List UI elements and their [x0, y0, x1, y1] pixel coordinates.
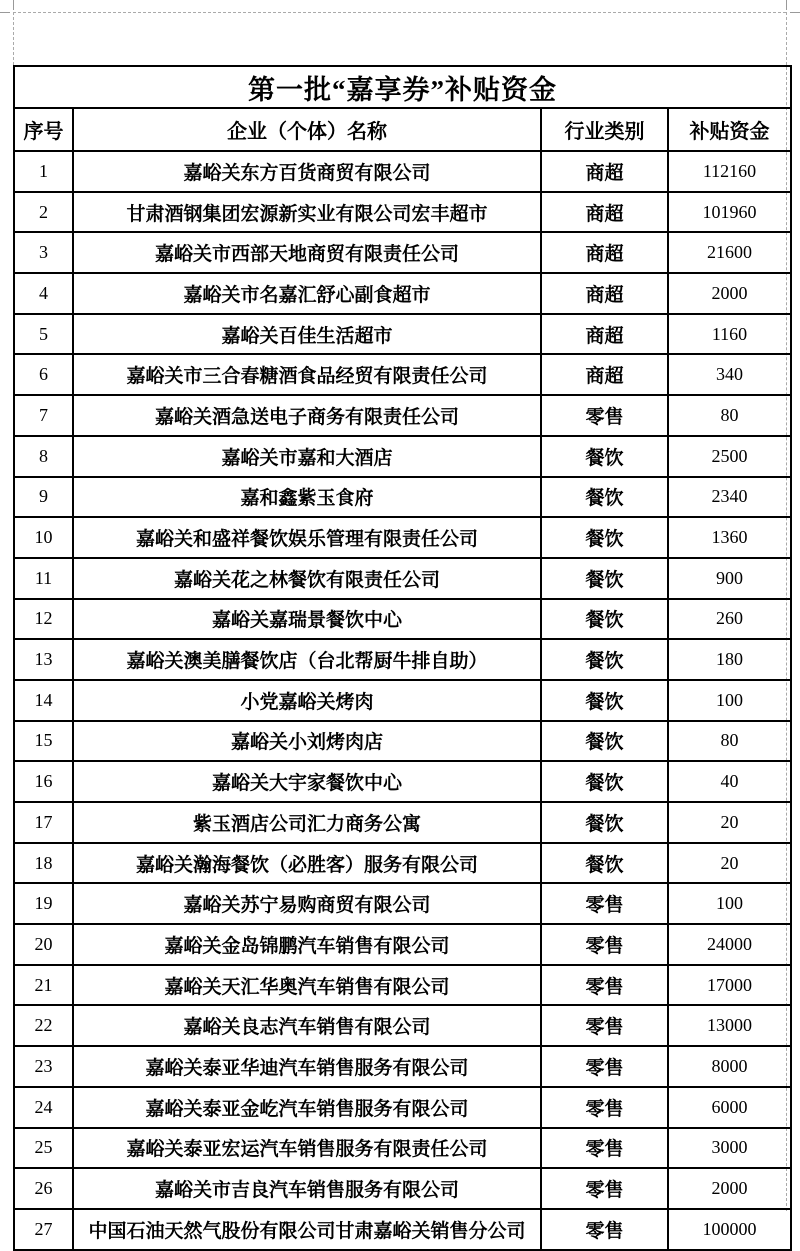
table-row — [14, 761, 791, 802]
margin-corner-mark — [0, 12, 10, 13]
row-number-cell: 12 — [14, 599, 73, 640]
row-number-cell: 15 — [14, 721, 73, 762]
row-number-cell: 24 — [14, 1087, 73, 1128]
category-cell: 餐饮 — [541, 680, 668, 721]
amount-cell: 100 — [668, 883, 791, 924]
row-number-cell: 14 — [14, 680, 73, 721]
company-name-cell: 嘉峪关东方百货商贸有限公司 — [73, 151, 541, 192]
table-row — [14, 802, 791, 843]
row-number-cell: 27 — [14, 1209, 73, 1250]
amount-cell: 2000 — [668, 1168, 791, 1209]
company-name-cell: 嘉峪关市吉良汽车销售服务有限公司 — [73, 1168, 541, 1209]
company-name-cell: 嘉峪关和盛祥餐饮娱乐管理有限责任公司 — [73, 517, 541, 558]
company-name-cell: 嘉峪关酒急送电子商务有限责任公司 — [73, 395, 541, 436]
row-number-cell: 19 — [14, 883, 73, 924]
amount-cell: 20 — [668, 843, 791, 884]
row-number-cell: 5 — [14, 314, 73, 355]
company-name-cell: 嘉峪关市嘉和大酒店 — [73, 436, 541, 477]
amount-cell: 80 — [668, 721, 791, 762]
margin-guide-top — [13, 12, 786, 13]
amount-cell: 13000 — [668, 1005, 791, 1046]
amount-cell: 2000 — [668, 273, 791, 314]
table-row — [14, 477, 791, 518]
table-row — [14, 883, 791, 924]
table-row — [14, 965, 791, 1006]
row-number-cell: 20 — [14, 924, 73, 965]
table-header-row — [14, 108, 791, 151]
row-number-cell: 11 — [14, 558, 73, 599]
category-cell: 零售 — [541, 395, 668, 436]
row-number-cell: 4 — [14, 273, 73, 314]
company-name-cell: 嘉峪关小刘烤肉店 — [73, 721, 541, 762]
table-row — [14, 680, 791, 721]
category-cell: 餐饮 — [541, 436, 668, 477]
table-title-row — [14, 66, 791, 108]
row-number-cell: 16 — [14, 761, 73, 802]
category-cell: 零售 — [541, 924, 668, 965]
amount-cell: 21600 — [668, 232, 791, 273]
company-name-cell: 嘉峪关澳美膳餐饮店（台北帮厨牛排自助） — [73, 639, 541, 680]
margin-corner-mark — [790, 12, 800, 13]
category-cell: 零售 — [541, 1005, 668, 1046]
amount-cell: 2340 — [668, 477, 791, 518]
category-cell: 商超 — [541, 273, 668, 314]
category-cell: 商超 — [541, 151, 668, 192]
row-number-cell: 18 — [14, 843, 73, 884]
category-cell: 零售 — [541, 1168, 668, 1209]
margin-corner-mark — [13, 0, 14, 10]
subsidy-table — [13, 65, 792, 1251]
amount-cell: 6000 — [668, 1087, 791, 1128]
amount-cell: 100 — [668, 680, 791, 721]
category-cell: 零售 — [541, 1128, 668, 1169]
row-number-cell: 25 — [14, 1128, 73, 1169]
row-number-cell: 6 — [14, 354, 73, 395]
row-number-cell: 9 — [14, 477, 73, 518]
amount-cell: 1360 — [668, 517, 791, 558]
table-row — [14, 436, 791, 477]
row-number-cell: 17 — [14, 802, 73, 843]
table-row — [14, 395, 791, 436]
category-cell: 餐饮 — [541, 517, 668, 558]
table-row — [14, 1005, 791, 1046]
amount-cell: 24000 — [668, 924, 791, 965]
category-cell: 商超 — [541, 314, 668, 355]
table-row — [14, 192, 791, 233]
table-row — [14, 924, 791, 965]
company-name-cell: 嘉峪关良志汽车销售有限公司 — [73, 1005, 541, 1046]
amount-cell: 1160 — [668, 314, 791, 355]
amount-cell: 80 — [668, 395, 791, 436]
company-name-cell: 嘉峪关市名嘉汇舒心副食超市 — [73, 273, 541, 314]
column-header-amount: 补贴资金 — [668, 108, 791, 151]
table-row — [14, 1128, 791, 1169]
row-number-cell: 2 — [14, 192, 73, 233]
table-row — [14, 232, 791, 273]
company-name-cell: 甘肃酒钢集团宏源新实业有限公司宏丰超市 — [73, 192, 541, 233]
row-number-cell: 26 — [14, 1168, 73, 1209]
row-number-cell: 1 — [14, 151, 73, 192]
company-name-cell: 嘉峪关泰亚宏运汽车销售服务有限责任公司 — [73, 1128, 541, 1169]
row-number-cell: 8 — [14, 436, 73, 477]
company-name-cell: 嘉峪关嘉瑞景餐饮中心 — [73, 599, 541, 640]
table-row — [14, 599, 791, 640]
margin-corner-mark — [786, 0, 787, 10]
row-number-cell: 10 — [14, 517, 73, 558]
category-cell: 餐饮 — [541, 761, 668, 802]
row-number-cell: 23 — [14, 1046, 73, 1087]
table-row — [14, 273, 791, 314]
category-cell: 零售 — [541, 1209, 668, 1250]
category-cell: 餐饮 — [541, 477, 668, 518]
amount-cell: 900 — [668, 558, 791, 599]
category-cell: 餐饮 — [541, 843, 668, 884]
row-number-cell: 3 — [14, 232, 73, 273]
category-cell: 商超 — [541, 192, 668, 233]
amount-cell: 3000 — [668, 1128, 791, 1169]
table-row — [14, 1046, 791, 1087]
amount-cell: 17000 — [668, 965, 791, 1006]
category-cell: 餐饮 — [541, 802, 668, 843]
amount-cell: 260 — [668, 599, 791, 640]
table-row — [14, 517, 791, 558]
company-name-cell: 嘉峪关天汇华奥汽车销售有限公司 — [73, 965, 541, 1006]
category-cell: 商超 — [541, 354, 668, 395]
category-cell: 零售 — [541, 1046, 668, 1087]
company-name-cell: 嘉和鑫紫玉食府 — [73, 477, 541, 518]
amount-cell: 112160 — [668, 151, 791, 192]
table-title: 第一批“嘉享券”补贴资金 — [14, 66, 791, 108]
row-number-cell: 22 — [14, 1005, 73, 1046]
company-name-cell: 嘉峪关瀚海餐饮（必胜客）服务有限公司 — [73, 843, 541, 884]
category-cell: 餐饮 — [541, 639, 668, 680]
row-number-cell: 7 — [14, 395, 73, 436]
row-number-cell: 21 — [14, 965, 73, 1006]
category-cell: 零售 — [541, 965, 668, 1006]
amount-cell: 8000 — [668, 1046, 791, 1087]
category-cell: 零售 — [541, 883, 668, 924]
amount-cell: 40 — [668, 761, 791, 802]
row-number-cell: 13 — [14, 639, 73, 680]
category-cell: 餐饮 — [541, 721, 668, 762]
company-name-cell: 小党嘉峪关烤肉 — [73, 680, 541, 721]
category-cell: 零售 — [541, 1087, 668, 1128]
category-cell: 餐饮 — [541, 599, 668, 640]
company-name-cell: 嘉峪关泰亚华迪汽车销售服务有限公司 — [73, 1046, 541, 1087]
company-name-cell: 嘉峪关百佳生活超市 — [73, 314, 541, 355]
company-name-cell: 紫玉酒店公司汇力商务公寓 — [73, 802, 541, 843]
table-row — [14, 314, 791, 355]
column-header-name: 企业（个体）名称 — [73, 108, 541, 151]
table-row — [14, 354, 791, 395]
column-header-category: 行业类别 — [541, 108, 668, 151]
company-name-cell: 嘉峪关泰亚金屹汽车销售服务有限公司 — [73, 1087, 541, 1128]
company-name-cell: 嘉峪关市西部天地商贸有限责任公司 — [73, 232, 541, 273]
amount-cell: 20 — [668, 802, 791, 843]
company-name-cell: 中国石油天然气股份有限公司甘肃嘉峪关销售分公司 — [73, 1209, 541, 1250]
amount-cell: 180 — [668, 639, 791, 680]
amount-cell: 100000 — [668, 1209, 791, 1250]
company-name-cell: 嘉峪关大宇家餐饮中心 — [73, 761, 541, 802]
company-name-cell: 嘉峪关市三合春糖酒食品经贸有限责任公司 — [73, 354, 541, 395]
company-name-cell: 嘉峪关花之林餐饮有限责任公司 — [73, 558, 541, 599]
company-name-cell: 嘉峪关苏宁易购商贸有限公司 — [73, 883, 541, 924]
table-row — [14, 1209, 791, 1250]
amount-cell: 101960 — [668, 192, 791, 233]
amount-cell: 340 — [668, 354, 791, 395]
table-row — [14, 558, 791, 599]
table-row — [14, 843, 791, 884]
company-name-cell: 嘉峪关金岛锦鹏汽车销售有限公司 — [73, 924, 541, 965]
column-header-no: 序号 — [14, 108, 73, 151]
table-body — [14, 151, 791, 1250]
category-cell: 商超 — [541, 232, 668, 273]
table-row — [14, 639, 791, 680]
table-row — [14, 1168, 791, 1209]
category-cell: 餐饮 — [541, 558, 668, 599]
table-row — [14, 721, 791, 762]
table-row — [14, 151, 791, 192]
amount-cell: 2500 — [668, 436, 791, 477]
table-row — [14, 1087, 791, 1128]
